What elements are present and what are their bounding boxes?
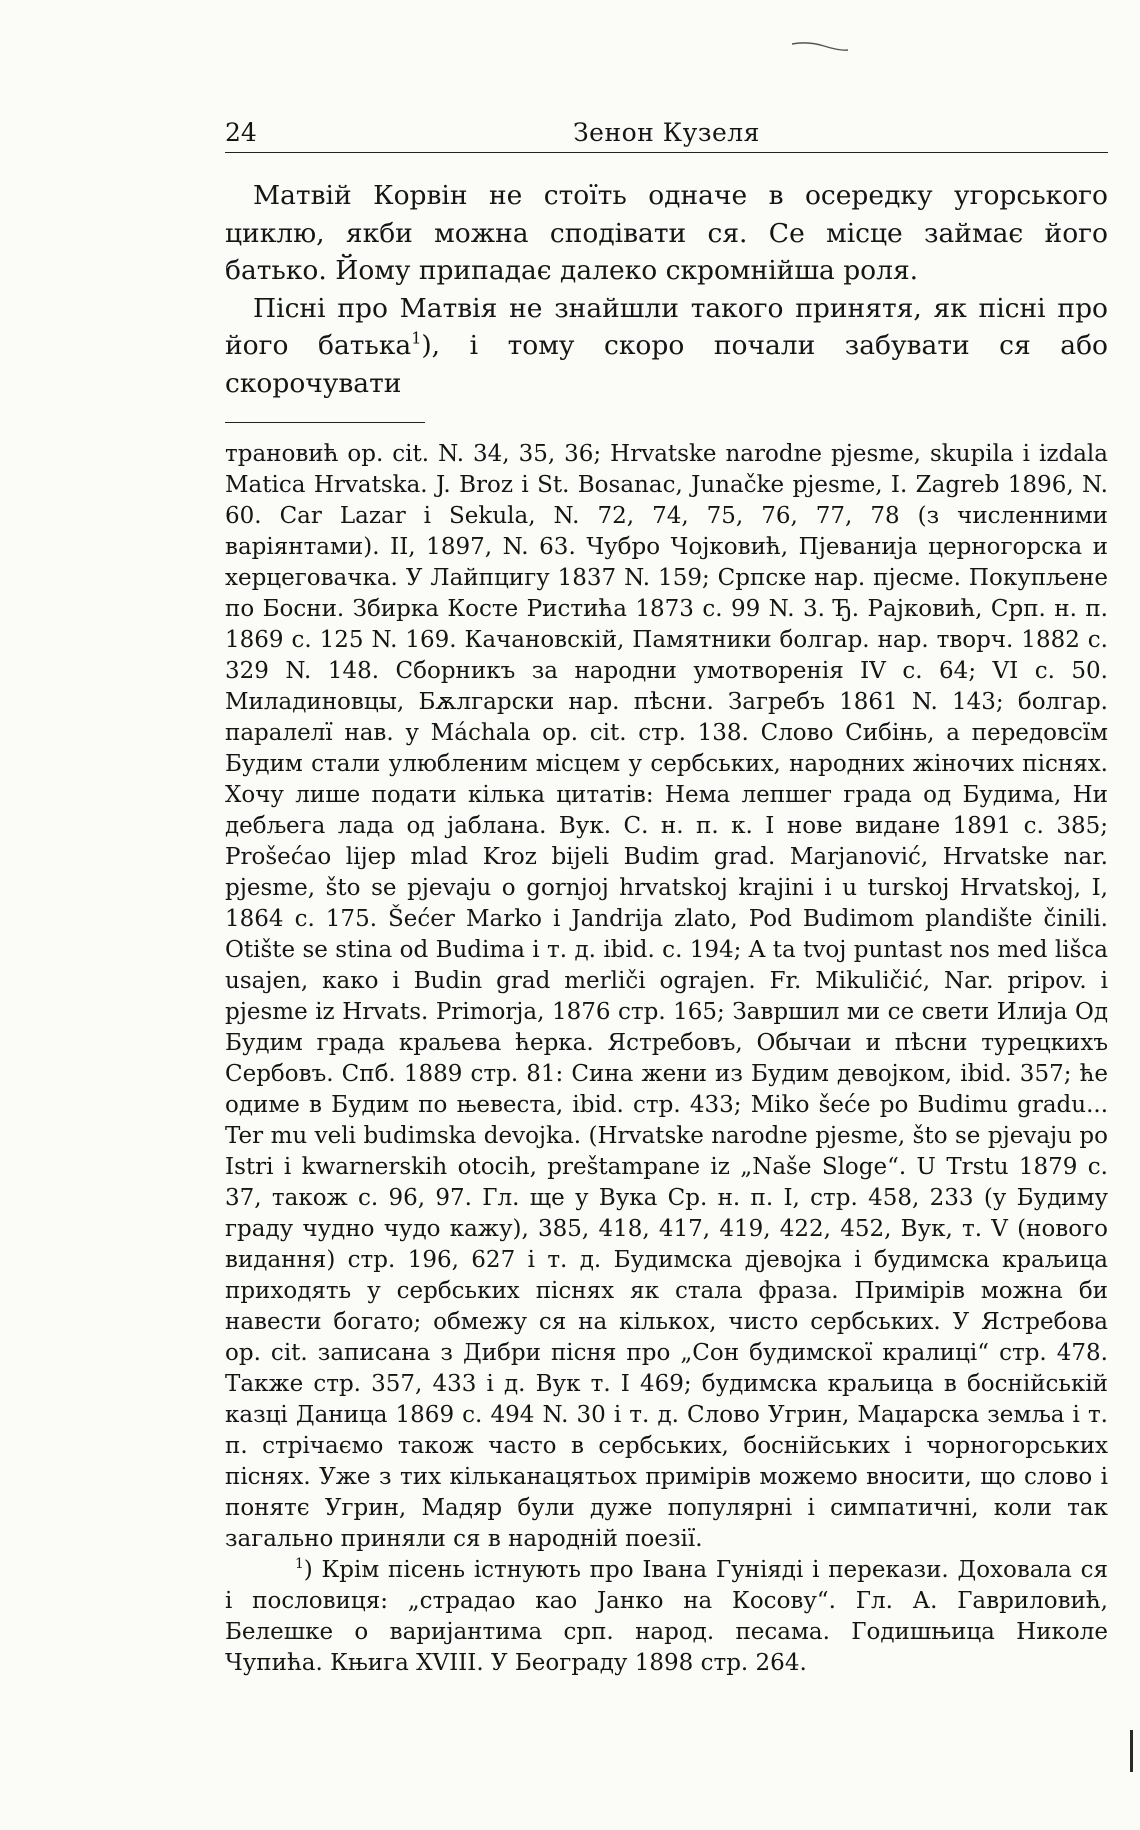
footnote-1-mark: 1 xyxy=(295,1556,304,1573)
footnote-1 xyxy=(225,1555,1108,1679)
paragraph-2-text-end: ), і тому скоро почали забувати ся або скорочувати xyxy=(225,330,1108,399)
paragraph-2 xyxy=(225,290,1108,403)
paragraph-2-text-start: Пісні про Матвія не знайшли такого принятя, як пісні про його батька xyxy=(225,292,1108,361)
footnotes xyxy=(225,439,1108,1679)
footnote-continuation: трановић op. cit. N. 34, 35, 36; Hrvatske narodne pjesme, skupila i izdala Matica Hrvatska. J. Broz i St. Bosanac, Junačke pjesme, I. Zagreb 1896, N. 60. Car Lazar i Sekula, N. 72, 74, 75, 76, 77, 78 (з численними варіянтами). II, 1897, N. 63. Чубро Чојковић, Пјеванија церногорска и херцеговачка. У Лайпцигу 1837 N. 159; Српске нар. пјесме. Покупљене по Босни. Збирка Косте Ристића 1873 с. 99 N. 3. Ђ. Рајковић, Срп. н. п. 1869 с. 125 N. 169. Качановскій, Памятники болгар. нар. творч. 1882 с. 329 N. 148. Сборникъ за народни умотворенія IV с. 64; VI с. 50. Миладиновцы, Бѫлгарски нар. пѣсни. Загребъ 1861 N. 143; болгар. паралелї нав. у Máchala op. cit. стр. 138. Слово Сибінь, а передовсїм Будим стали улюбленим місцем у сербських, народних жіночих піснях. Хочу лише подати кілька цитатів: Нема лепшег града од Будима, Ни дебљега лада од јаблана. Вук. С. н. п. к. I нове видане 1891 с. 385; Prošećao lijep mlad Kroz bijeli Budim grad. Marjanović, Hrvatske nar. pjesme, što se pjevaju o gornjoj hrvatskoj krajini i u turskoj Hrvatskoj, I, 1864 c. 175. Šećer Marko i Jandrija zlato, Pod Budimom plandište činili. Otište se stina od Budima i т. д. ibid. c. 194; A ta tvoj puntast nos med lišca usajen, како i Budin grad merliči ograjen. Fr. Mikuličić, Nar. pripov. i pjesme iz Hrvats. Primorja, 1876 стр. 165; Завршил ми се свети Илија Од Будим града краљева ћерка. Ястребовъ, Обычаи и пѣсни турецкихъ Сербовъ. Спб. 1889 стр. 81: Сина жени из Будим девојком, ibid. 357; ће одиме в Будим по њевеста, ibid. стр. 433; Miko šeće po Budimu gradu... Ter mu veli budimska devojka. (Hrvatske narodne pjesme, što se pjevaju po Istri i kwarnerskih otocih, preštampane iz „Naše Sloge“. U Trstu 1879 c. 37, також с. 96, 97. Гл. ще у Вука Ср. н. п. I, стр. 458, 233 (у Будиму граду чудно чудо кажу), 385, 418, 417, 419, 422, 452, Вук, т. V (нового видання) стр. 196, 627 і т. д. Будимска дјевојка і будимска краљица приходять у сербських піснях як стала фраза. Примірів можна би навести богато; обмежу ся на кількох, чисто сербських. У Ястребова op. cit. записана з Дибри пісня про „Сон будимскої кралиці“ стр. 478. Также стр. 357, 433 і д. Вук т. I 469; будимска краљица в боснійській казці Даница 1869 с. 494 N. 30 і т. д. Слово Угрин, Маџарска земља і т. п. стрічаємо також часто в сербських, боснійських і чорногорських піснях. Уже з тих кільканацятьох примірів можемо вносити, що слово і понятє Угрин, Мадяр були дуже популярні і симпатичні, коли так загально приняли ся в народній поезії. xyxy=(225,441,1108,1552)
paragraph-1: Матвій Корвін не стоїть одначе в осередку угорського циклю, якби можна сподівати ся. Се місце займає його батько. Йому припадає далеко скромнійша роля. xyxy=(225,180,1108,286)
main-text xyxy=(225,177,1108,402)
footnote-reference: 1 xyxy=(411,328,422,348)
footnote-1-text: ) Крім пісень істнують про Івана Гуніяді і перекази. Доховала ся і пословиця: „страдао као Јанко на Косову“. Гл. А. Гавриловић, Белешке о варијантима срп. народ. песама. Годишњица Николе Чупића. Књига XVIII. У Београду 1898 стр. 264. xyxy=(225,1557,1108,1676)
ink-smudge-mark xyxy=(790,38,850,52)
book-page xyxy=(225,118,1108,1679)
page-header xyxy=(225,118,1108,153)
running-title: Зенон Кузеля xyxy=(573,118,760,147)
footnote-separator xyxy=(225,422,425,423)
scan-edge-mark xyxy=(1130,1730,1133,1772)
page-number: 24 xyxy=(225,118,257,147)
